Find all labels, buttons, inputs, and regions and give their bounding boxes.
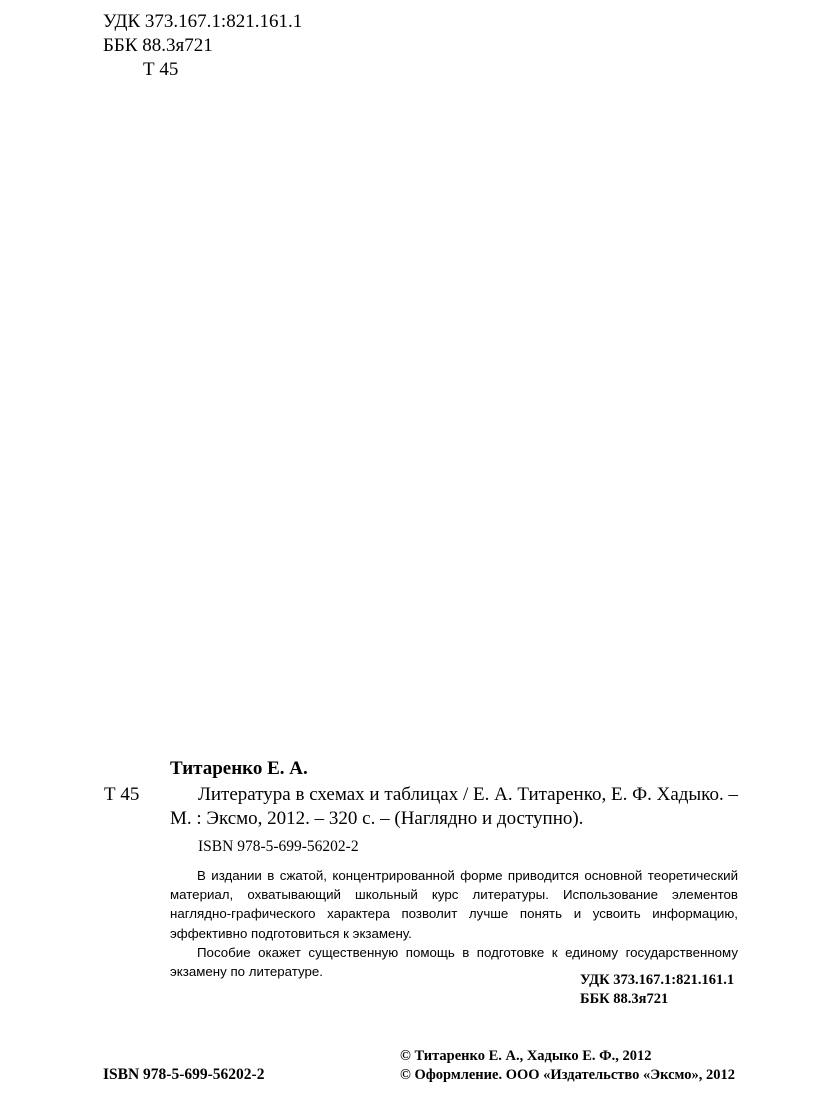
header-author-code: Т 45	[143, 59, 179, 80]
footer-copyright-design: © Оформление. ООО «Издательство «Эксмо», 2012	[400, 1067, 735, 1083]
footer-copyright-authors: © Титаренко Е. А., Хадыко Е. Ф., 2012	[400, 1048, 652, 1064]
catalog-udk: УДК 373.167.1:821.161.1	[580, 972, 735, 988]
catalog-isbn: ISBN 978-5-699-56202-2	[198, 838, 359, 855]
header-udk: УДК 373.167.1:821.161.1	[103, 11, 303, 32]
catalog-title-line-2: М. : Эксмо, 2012. – 320 с. – (Наглядно и доступно).	[170, 808, 584, 829]
catalog-bbk: ББК 88.3я721	[580, 991, 669, 1007]
catalog-author-code: Т 45	[104, 784, 140, 805]
catalog-title-line-1: Литература в схемах и таблицах / Е. А. Титаренко, Е. Ф. Хадыко. –	[198, 784, 738, 805]
header-bbk: ББК 88.3я721	[103, 35, 213, 56]
annotation-paragraph-1: В издании в сжатой, концентрированной форме приводится основной теоретический материал, охватывающий школьный курс литературы. Использование элементов наглядно-графического характера позволит лучше понять и усвоить информацию, эффективно подготовиться к экзамену.	[170, 868, 738, 941]
catalog-author: Титаренко Е. А.	[170, 758, 308, 779]
catalog-annotation	[170, 866, 738, 981]
footer-isbn: ISBN 978-5-699-56202-2	[103, 1066, 265, 1083]
annotation-paragraph-2: Пособие окажет существенную помощь в подготовке к единому государственному экзамену по литературе.	[170, 944, 738, 980]
